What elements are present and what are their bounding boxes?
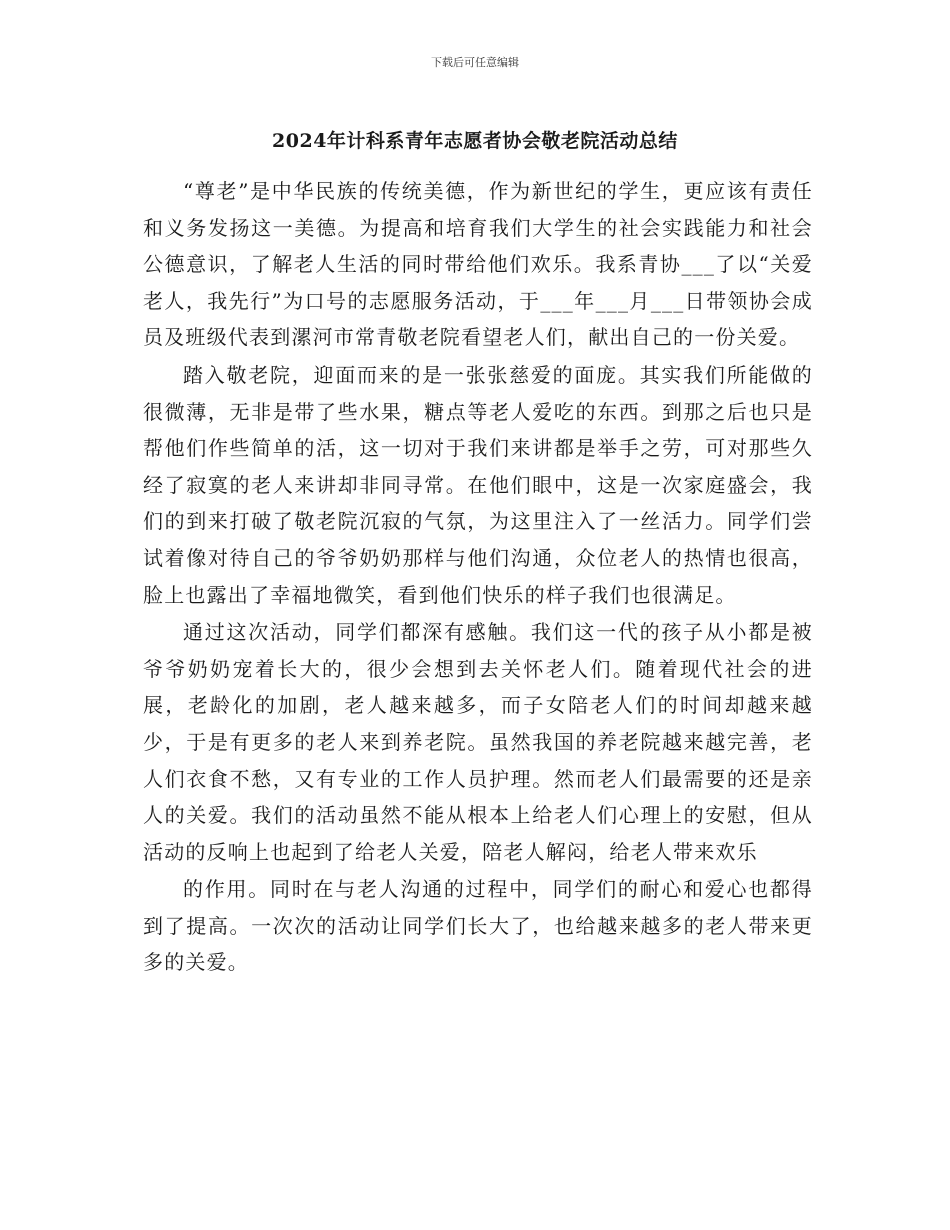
paragraph-1: “尊老”是中华民族的传统美德，作为新世纪的学生，更应该有责任和义务发扬这一美德。为提高和培育我们大学生的社会实践能力和社会公德意识，了解老人生活的同时带给他们欢乐。我系青协___了以“关爱老人，我先行”为口号的志愿服务活动，于___年___月___日带领协会成员及班级代表到漯河市常青敬老院看望老人们，献出自己的一份关爱。 bbox=[143, 179, 813, 350]
paragraph-4: 的作用。同时在与老人沟通的过程中，同学们的耐心和爱心也都得到了提高。一次次的活动让同学们长大了，也给越来越多的老人带来更多的关爱。 bbox=[143, 877, 813, 975]
paragraph-2: 踏入敬老院，迎面而来的是一张张慈爱的面庞。其实我们所能做的很微薄，无非是带了些水果，糖点等老人爱吃的东西。到那之后也只是帮他们作些简单的活，这一切对于我们来讲都是举手之劳，可对那些久经了寂寞的老人来讲却非同寻常。在他们眼中，这是一次家庭盛会，我们的到来打破了敬老院沉寂的气氛，为这里注入了一丝活力。同学们尝试着像对待自己的爷爷奶奶那样与他们沟通，众位老人的热情也很高，脸上也露出了幸福地微笑，看到他们快乐的样子我们也很满足。 bbox=[143, 362, 813, 607]
document-title: 2024年计科系青年志愿者协会敬老院活动总结 bbox=[272, 130, 678, 152]
paragraph-3: 通过这次活动，同学们都深有感触。我们这一代的孩子从小都是被爷爷奶奶宠着长大的，很少会想到去关怀老人们。随着现代社会的进展，老龄化的加剧，老人越来越多，而子女陪老人们的时间却越来越少，于是有更多的老人来到养老院。虽然我国的养老院越来越完善，老人们衣食不愁，又有专业的工作人员护理。然而老人们最需要的还是亲人的关爱。我们的活动虽然不能从根本上给老人们心理上的安慰，但从活动的反响上也起到了给老人关爱，陪老人解闷，给老人带来欢乐 bbox=[143, 620, 813, 864]
document-body bbox=[143, 173, 813, 981]
page-header-note: 下载后可任意编辑 bbox=[431, 56, 519, 69]
